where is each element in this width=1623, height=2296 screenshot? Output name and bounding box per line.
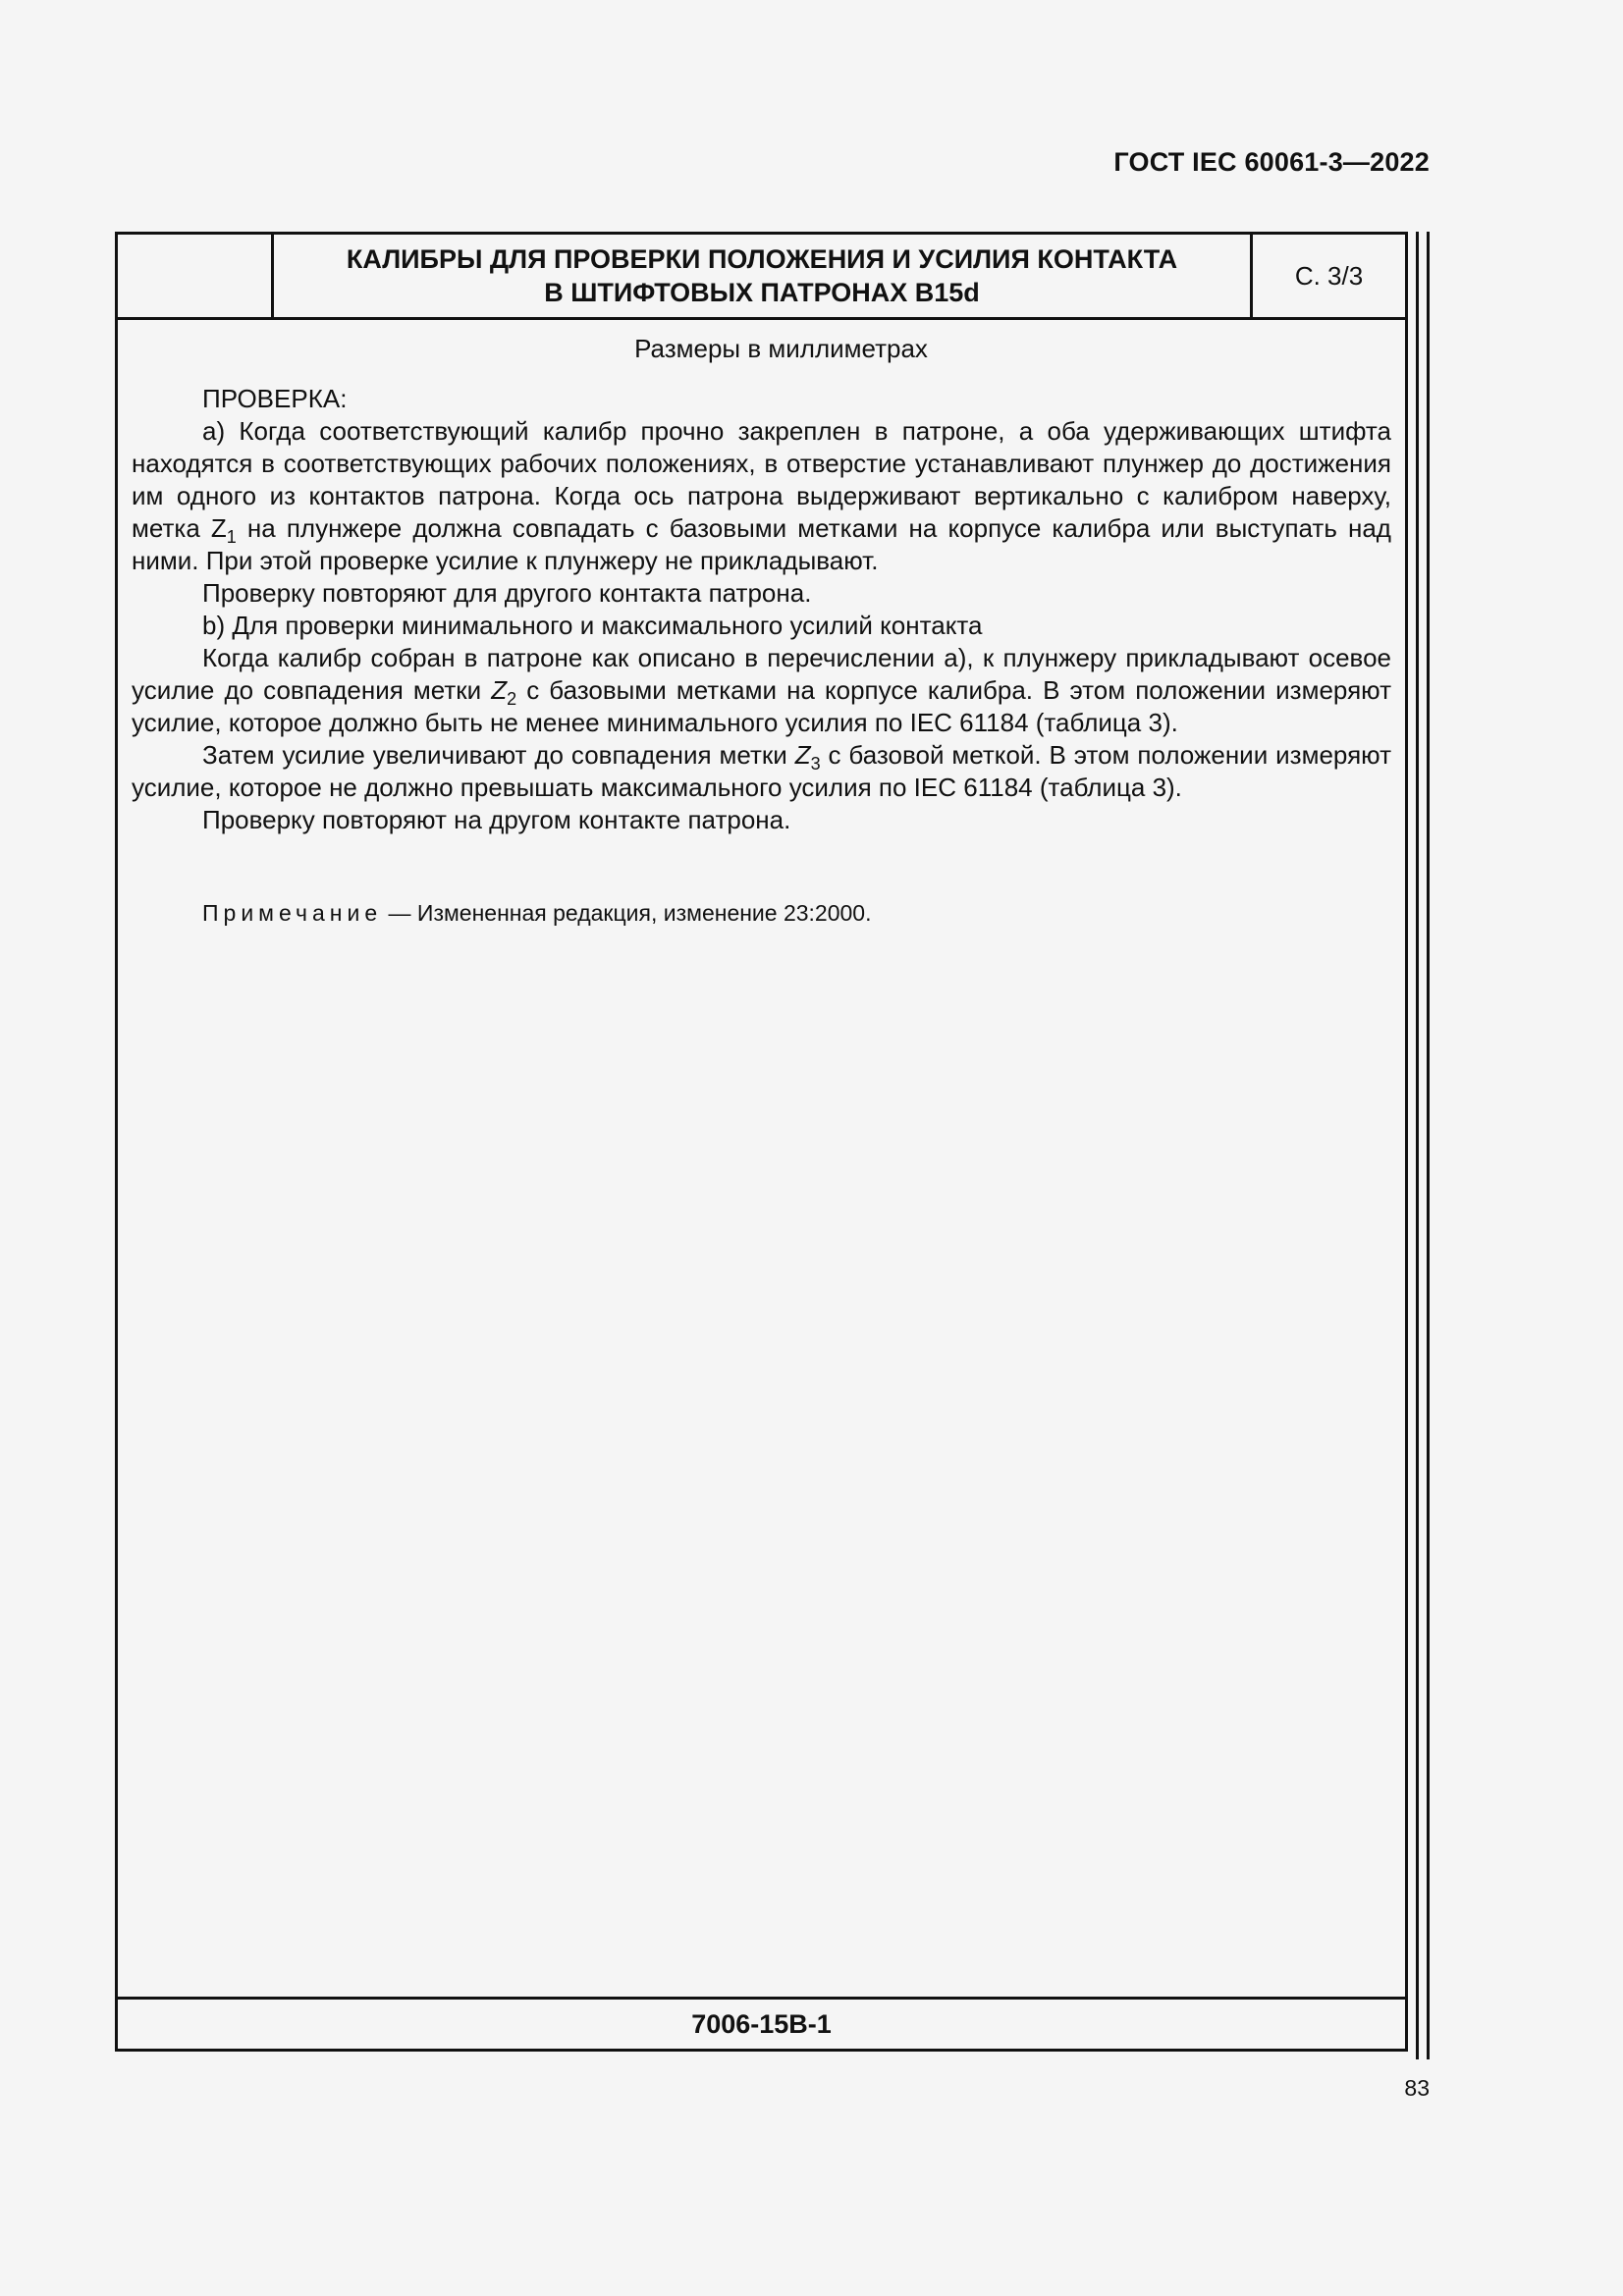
paragraph-a: а) Когда соответствующий калибр прочно закреплен в патроне, а оба удерживающих штифта находятся в соответствующих рабочих положениях, в отверстие устанавливают плунжер до достижения им одного из контактов патрона. Когда ось патрона выдерживают вертикально с калибром наверху, метка $Z_1$ на плунжере должна совпадать с базовыми метками на корпусе калибра или выступать над ними. При этой проверке усилие к плунжеру не прикладывают. bbox=[132, 416, 1391, 575]
page-number: 83 bbox=[1404, 2075, 1430, 2101]
title-row bbox=[118, 235, 1405, 320]
paragraph-assembly: Когда калибр собран в патроне как описано в перечислении а), к плунжеру прикладывают осевое усилие до совпадения метки $Z_2$ с базовыми метками на корпусе калибра. В этом положении измеряют усилие, которое должно быть не менее минимального усилия по IEC 61184 (таблица 3). bbox=[132, 643, 1391, 737]
check-heading: ПРОВЕРКА: bbox=[202, 384, 348, 413]
title-empty-cell bbox=[118, 235, 274, 317]
paragraph-increase: Затем усилие увеличивают до совпадения метки $Z_3$ с базовой меткой. В этом положении измеряют усилие, которое не должно превышать максимального усилия по IEC 61184 (таблица 3). bbox=[132, 740, 1391, 802]
units-note: Размеры в миллиметрах bbox=[634, 334, 928, 363]
sheet-code: 7006-15B-1 bbox=[118, 1997, 1405, 2049]
sheet-content bbox=[132, 333, 1391, 930]
sheet-title-line1: КАЛИБРЫ ДЛЯ ПРОВЕРКИ ПОЛОЖЕНИЯ И УСИЛИЯ КОНТАКТА bbox=[346, 244, 1178, 274]
paragraph-b: b) Для проверки минимального и максимального усилий контакта bbox=[202, 611, 983, 640]
document-frame bbox=[115, 232, 1408, 2052]
paragraph-repeat-2: Проверку повторяют на другом контакте патрона. bbox=[202, 805, 791, 834]
standard-header: ГОСТ IEC 60061-3—2022 bbox=[1113, 147, 1430, 177]
sheet-page-indicator: С. 3/3 bbox=[1294, 260, 1364, 291]
sheet-title-line2: В ШТИФТОВЫХ ПАТРОНАХ B15d bbox=[544, 278, 980, 307]
amendment-note: Примечание — Измененная редакция, изменение 23:2000. bbox=[202, 900, 872, 926]
binding-lines bbox=[1416, 232, 1430, 2059]
paragraph-repeat-1: Проверку повторяют для другого контакта патрона. bbox=[202, 578, 812, 608]
sheet-title bbox=[274, 235, 1253, 317]
